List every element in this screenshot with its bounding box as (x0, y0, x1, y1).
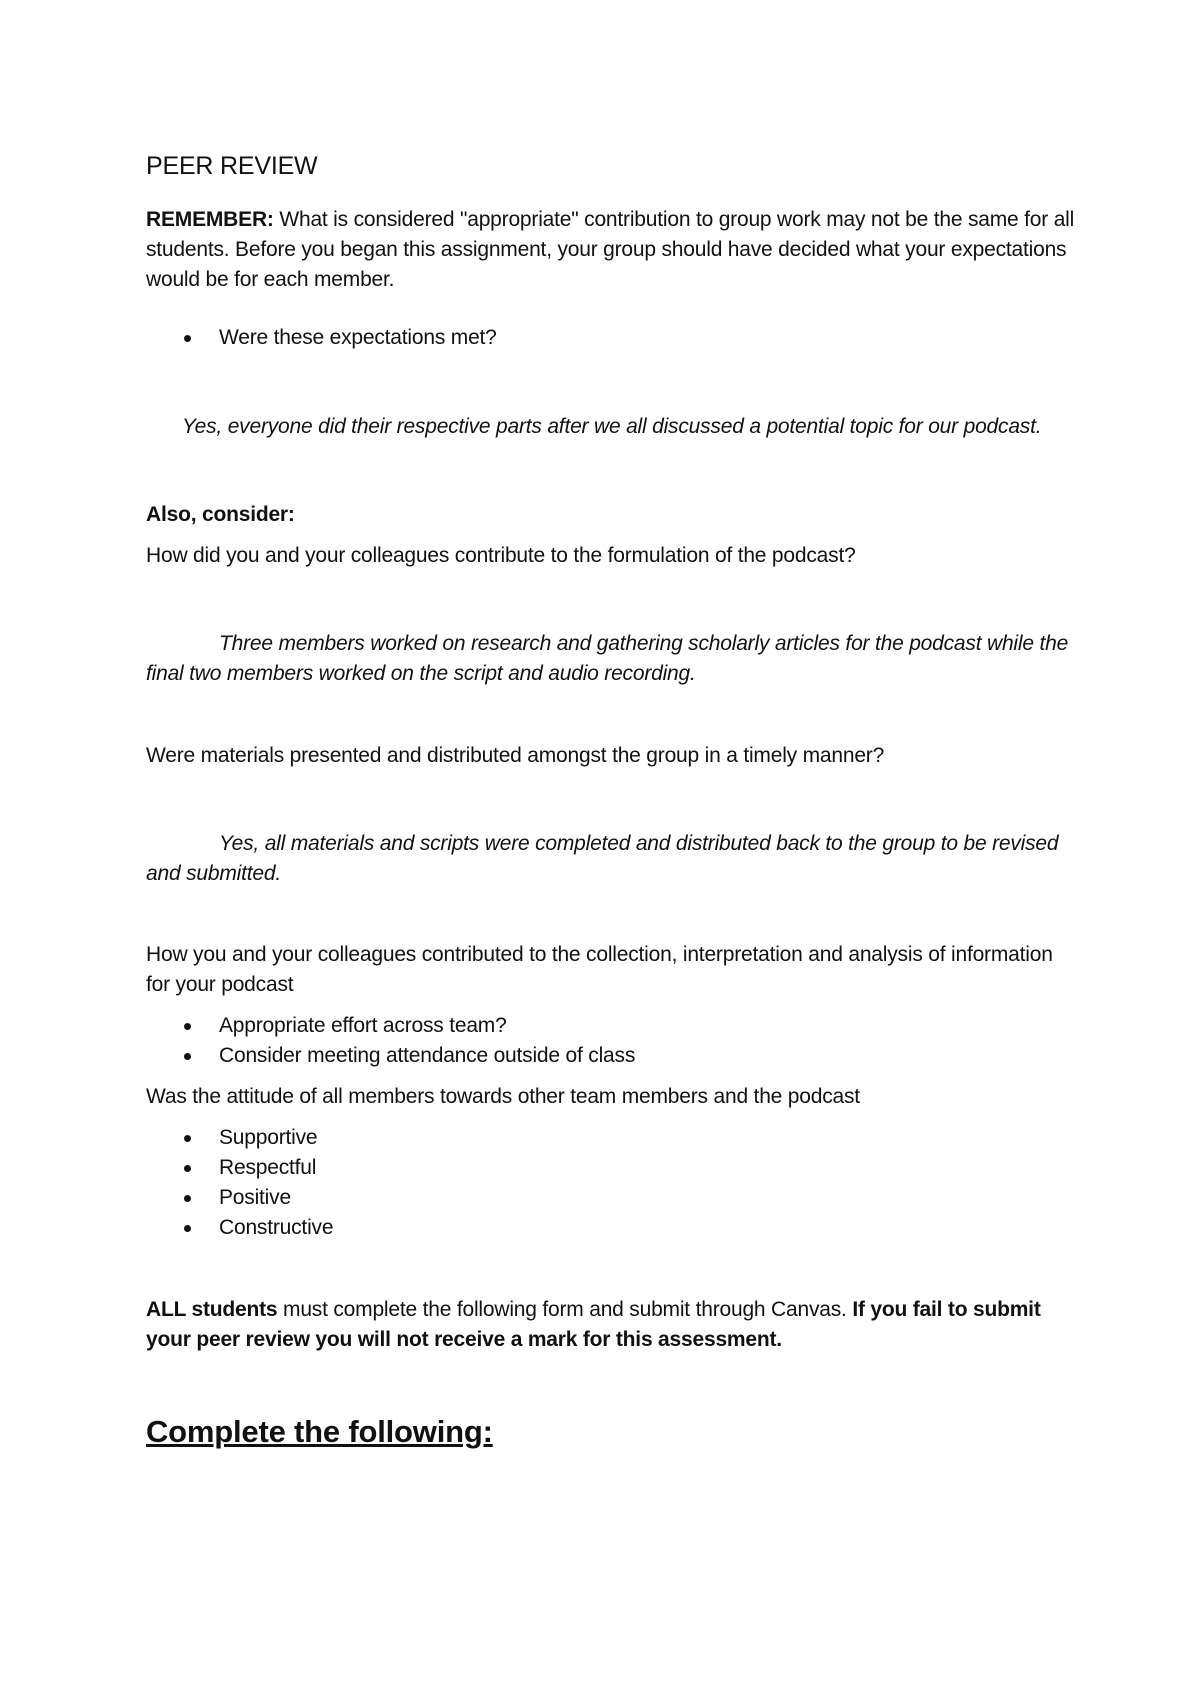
bullet-icon (184, 1023, 191, 1030)
notice-bold-all-students: ALL students (146, 1298, 278, 1321)
remember-text: What is considered "appropriate" contribution to group work may not be the same for all students. Before you began this assignment, your group should have decided what your expectations would be for each member. (146, 208, 1075, 291)
question-collection: How you and your colleagues contributed to the collection, interpretation and analysis of information for your podcast (146, 943, 1053, 996)
list-item (146, 1041, 1076, 1071)
bullet-text: Supportive (219, 1126, 318, 1149)
page-title: PEER REVIEW (146, 152, 318, 180)
question-formulation: How did you and your colleagues contribute to the formulation of the podcast? (146, 544, 856, 567)
bullet-icon (184, 1225, 191, 1232)
list-item (146, 1213, 1076, 1243)
expectations-bullet-list (146, 323, 1076, 353)
notice-bold-warning: If you fail to submit your peer review you will not receive a mark for this assessment. (146, 1298, 1041, 1351)
bullet-text: Respectful (219, 1156, 317, 1179)
answer-materials: Yes, all materials and scripts were completed and distributed back to the group to be revised and submitted. (146, 832, 1059, 885)
list-item (146, 323, 1076, 353)
bullet-text: Were these expectations met? (219, 326, 497, 349)
list-item (146, 1123, 1076, 1153)
complete-heading: Complete the following: (146, 1414, 493, 1449)
collection-bullet-list (146, 1011, 1076, 1071)
list-item (146, 1153, 1076, 1183)
remember-label: REMEMBER: (146, 208, 274, 231)
list-item (146, 1011, 1076, 1041)
bullet-icon (184, 1195, 191, 1202)
document-content (146, 150, 1076, 1451)
bullet-text: Consider meeting attendance outside of class (219, 1044, 636, 1067)
remember-paragraph (146, 205, 1076, 295)
notice-text: must complete the following form and submit through Canvas. (277, 1298, 853, 1321)
question-materials: Were materials presented and distributed amongst the group in a timely manner? (146, 744, 885, 767)
bullet-text: Appropriate effort across team? (219, 1014, 507, 1037)
question-attitude: Was the attitude of all members towards other team members and the podcast (146, 1085, 860, 1108)
bullet-text: Constructive (219, 1216, 334, 1239)
list-item (146, 1183, 1076, 1213)
bullet-icon (184, 335, 191, 342)
bullet-icon (184, 1053, 191, 1060)
also-consider-label: Also, consider: (146, 503, 295, 526)
answer-formulation: Three members worked on research and gathering scholarly articles for the podcast while the final two members worked on the script and audio recording. (146, 632, 1069, 685)
bullet-icon (184, 1135, 191, 1142)
answer-expectations: Yes, everyone did their respective parts after we all discussed a potential topic for our podcast. (182, 415, 1042, 438)
bullet-icon (184, 1165, 191, 1172)
attitude-bullet-list (146, 1123, 1076, 1243)
submission-notice (146, 1295, 1076, 1355)
bullet-text: Positive (219, 1186, 291, 1209)
